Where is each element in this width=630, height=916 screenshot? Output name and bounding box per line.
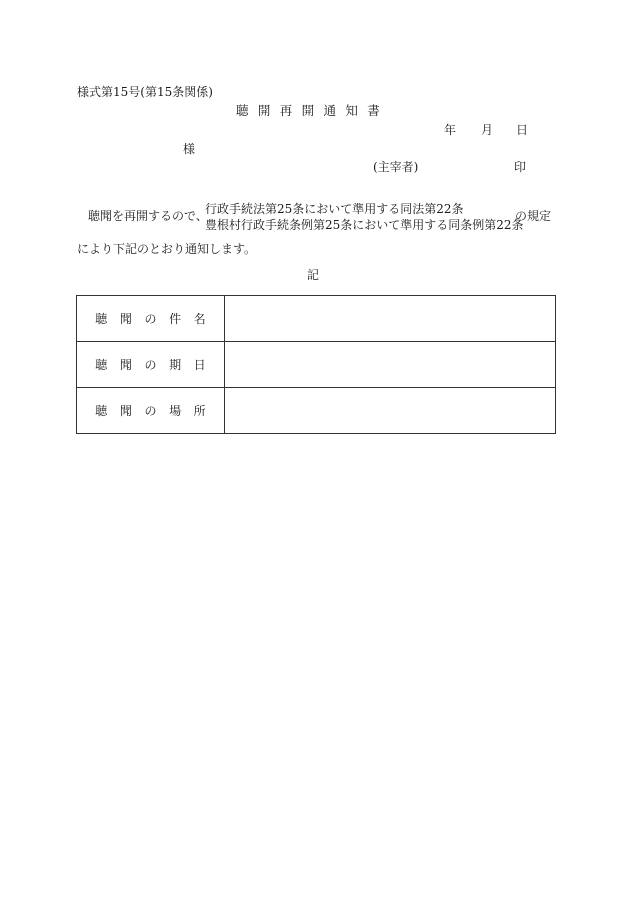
form-number: 様式第15号(第15条関係) [77,85,213,99]
hearing-place-label: 聴聞の場所 [77,388,225,434]
document-title: 聴開再開通知書 [236,103,390,118]
legal-basis-option-law: 行政手続法第25条において準用する同法第22条 [205,202,464,216]
hearing-date-value[interactable] [225,342,556,388]
seal-mark: 印 [514,160,527,174]
date-year-label: 年 [444,123,457,137]
hearing-place-value[interactable] [225,388,556,434]
table-row [77,342,556,388]
body-lead-text: 聴聞を再開するので、 [88,209,208,223]
hearing-details-table [76,295,556,434]
table-row [77,296,556,342]
hearing-subject-value[interactable] [225,296,556,342]
date-month-label: 月 [481,123,494,137]
legal-basis-option-ordinance: 豊根村行政手続条例第25条において準用する同条例第22条 [205,218,524,232]
hearing-date-label: 聴聞の期日 [77,342,225,388]
ki-heading: 記 [307,268,320,282]
organizer-label: (主宰者) [373,160,419,174]
body-tail-text: の規定 [515,209,552,223]
table-row [77,388,556,434]
body-second-line: により下記のとおり通知します。 [77,242,257,256]
addressee-honorific: 様 [183,142,196,156]
hearing-subject-label: 聴聞の件名 [77,296,225,342]
date-day-label: 日 [516,123,529,137]
